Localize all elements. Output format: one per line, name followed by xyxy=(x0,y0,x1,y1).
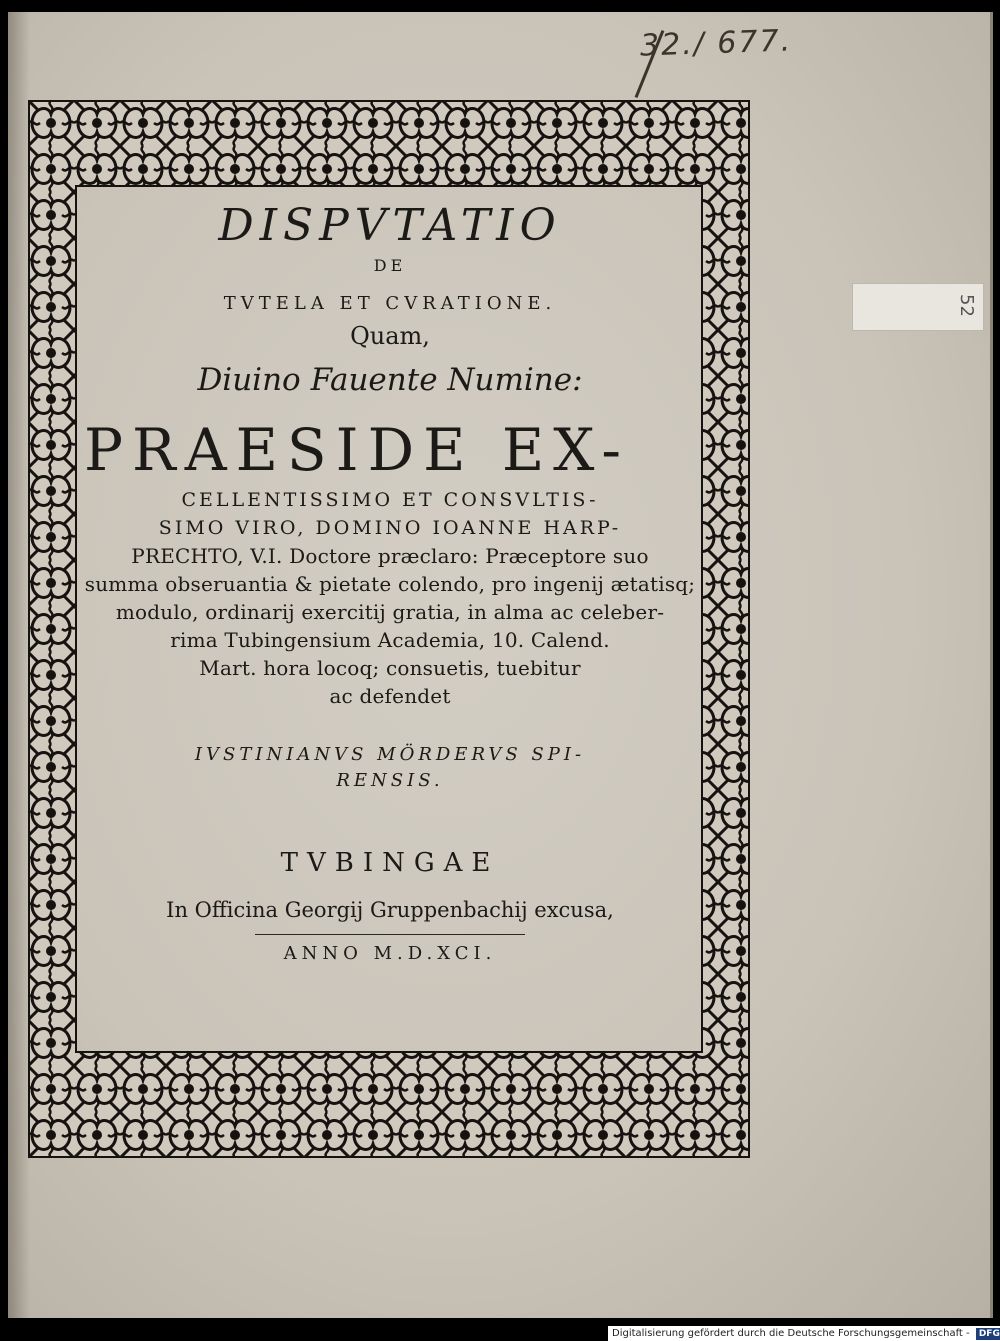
respondent-name xyxy=(80,742,700,794)
body-line: summa obseruantia & pietate colendo, pro ingenij ætatisq; xyxy=(84,572,696,596)
title-page-text xyxy=(80,200,700,964)
title-quam: Quam, xyxy=(350,322,430,350)
paper-tab-slip xyxy=(852,283,984,331)
funding-footer xyxy=(608,1326,1000,1341)
tab-slip-label: 52 xyxy=(956,294,977,317)
body-line: modulo, ordinarij exercitij gratia, in alma ac celeber- xyxy=(115,600,665,624)
imprint-place: TVBINGAE xyxy=(280,848,500,878)
title-main: DISPVTATIO xyxy=(218,200,562,251)
footer-text: Digitalisierung gefördert durch die Deutsche Forschungsgemeinschaft - xyxy=(612,1328,970,1339)
imprint-rule xyxy=(255,934,525,935)
title-de: DE xyxy=(373,256,407,275)
body-line: rima Tubingensium Academia, 10. Calend. xyxy=(170,628,610,652)
body-line: Mart. hora locoq; consuetis, tuebitur xyxy=(199,656,581,680)
imprint-year: ANNO M.D.XCI. xyxy=(283,943,497,964)
manuscript-shelf-number: 32./ 677. xyxy=(639,23,793,64)
imprint-printer: In Officina Georgij Gruppenbachij excusa, xyxy=(166,898,614,922)
page-gutter-shadow xyxy=(8,12,30,1318)
title-invocation: Diuino Fauente Numine: xyxy=(197,362,583,398)
author-line: IVSTINIANVS MÖRDERVS SPI- xyxy=(194,744,586,765)
body-line: CELLENTISSIMO ET CONSVLTIS- xyxy=(181,489,599,511)
body-line: ac defendet xyxy=(329,684,451,708)
dedication-text xyxy=(80,486,700,710)
author-line: RENSIS. xyxy=(336,770,444,791)
praeside-heading: PRAESIDE EX- xyxy=(84,416,631,484)
dfg-logo-icon: DFG xyxy=(976,1328,1000,1340)
body-line: SIMO VIRO, DOMINO IOANNE HARP- xyxy=(158,517,622,539)
body-line: PRECHTO, V.I. Doctore præclaro: Præceptore suo xyxy=(131,544,649,568)
title-subject: TVTELA ET CVRATIONE. xyxy=(223,293,557,314)
